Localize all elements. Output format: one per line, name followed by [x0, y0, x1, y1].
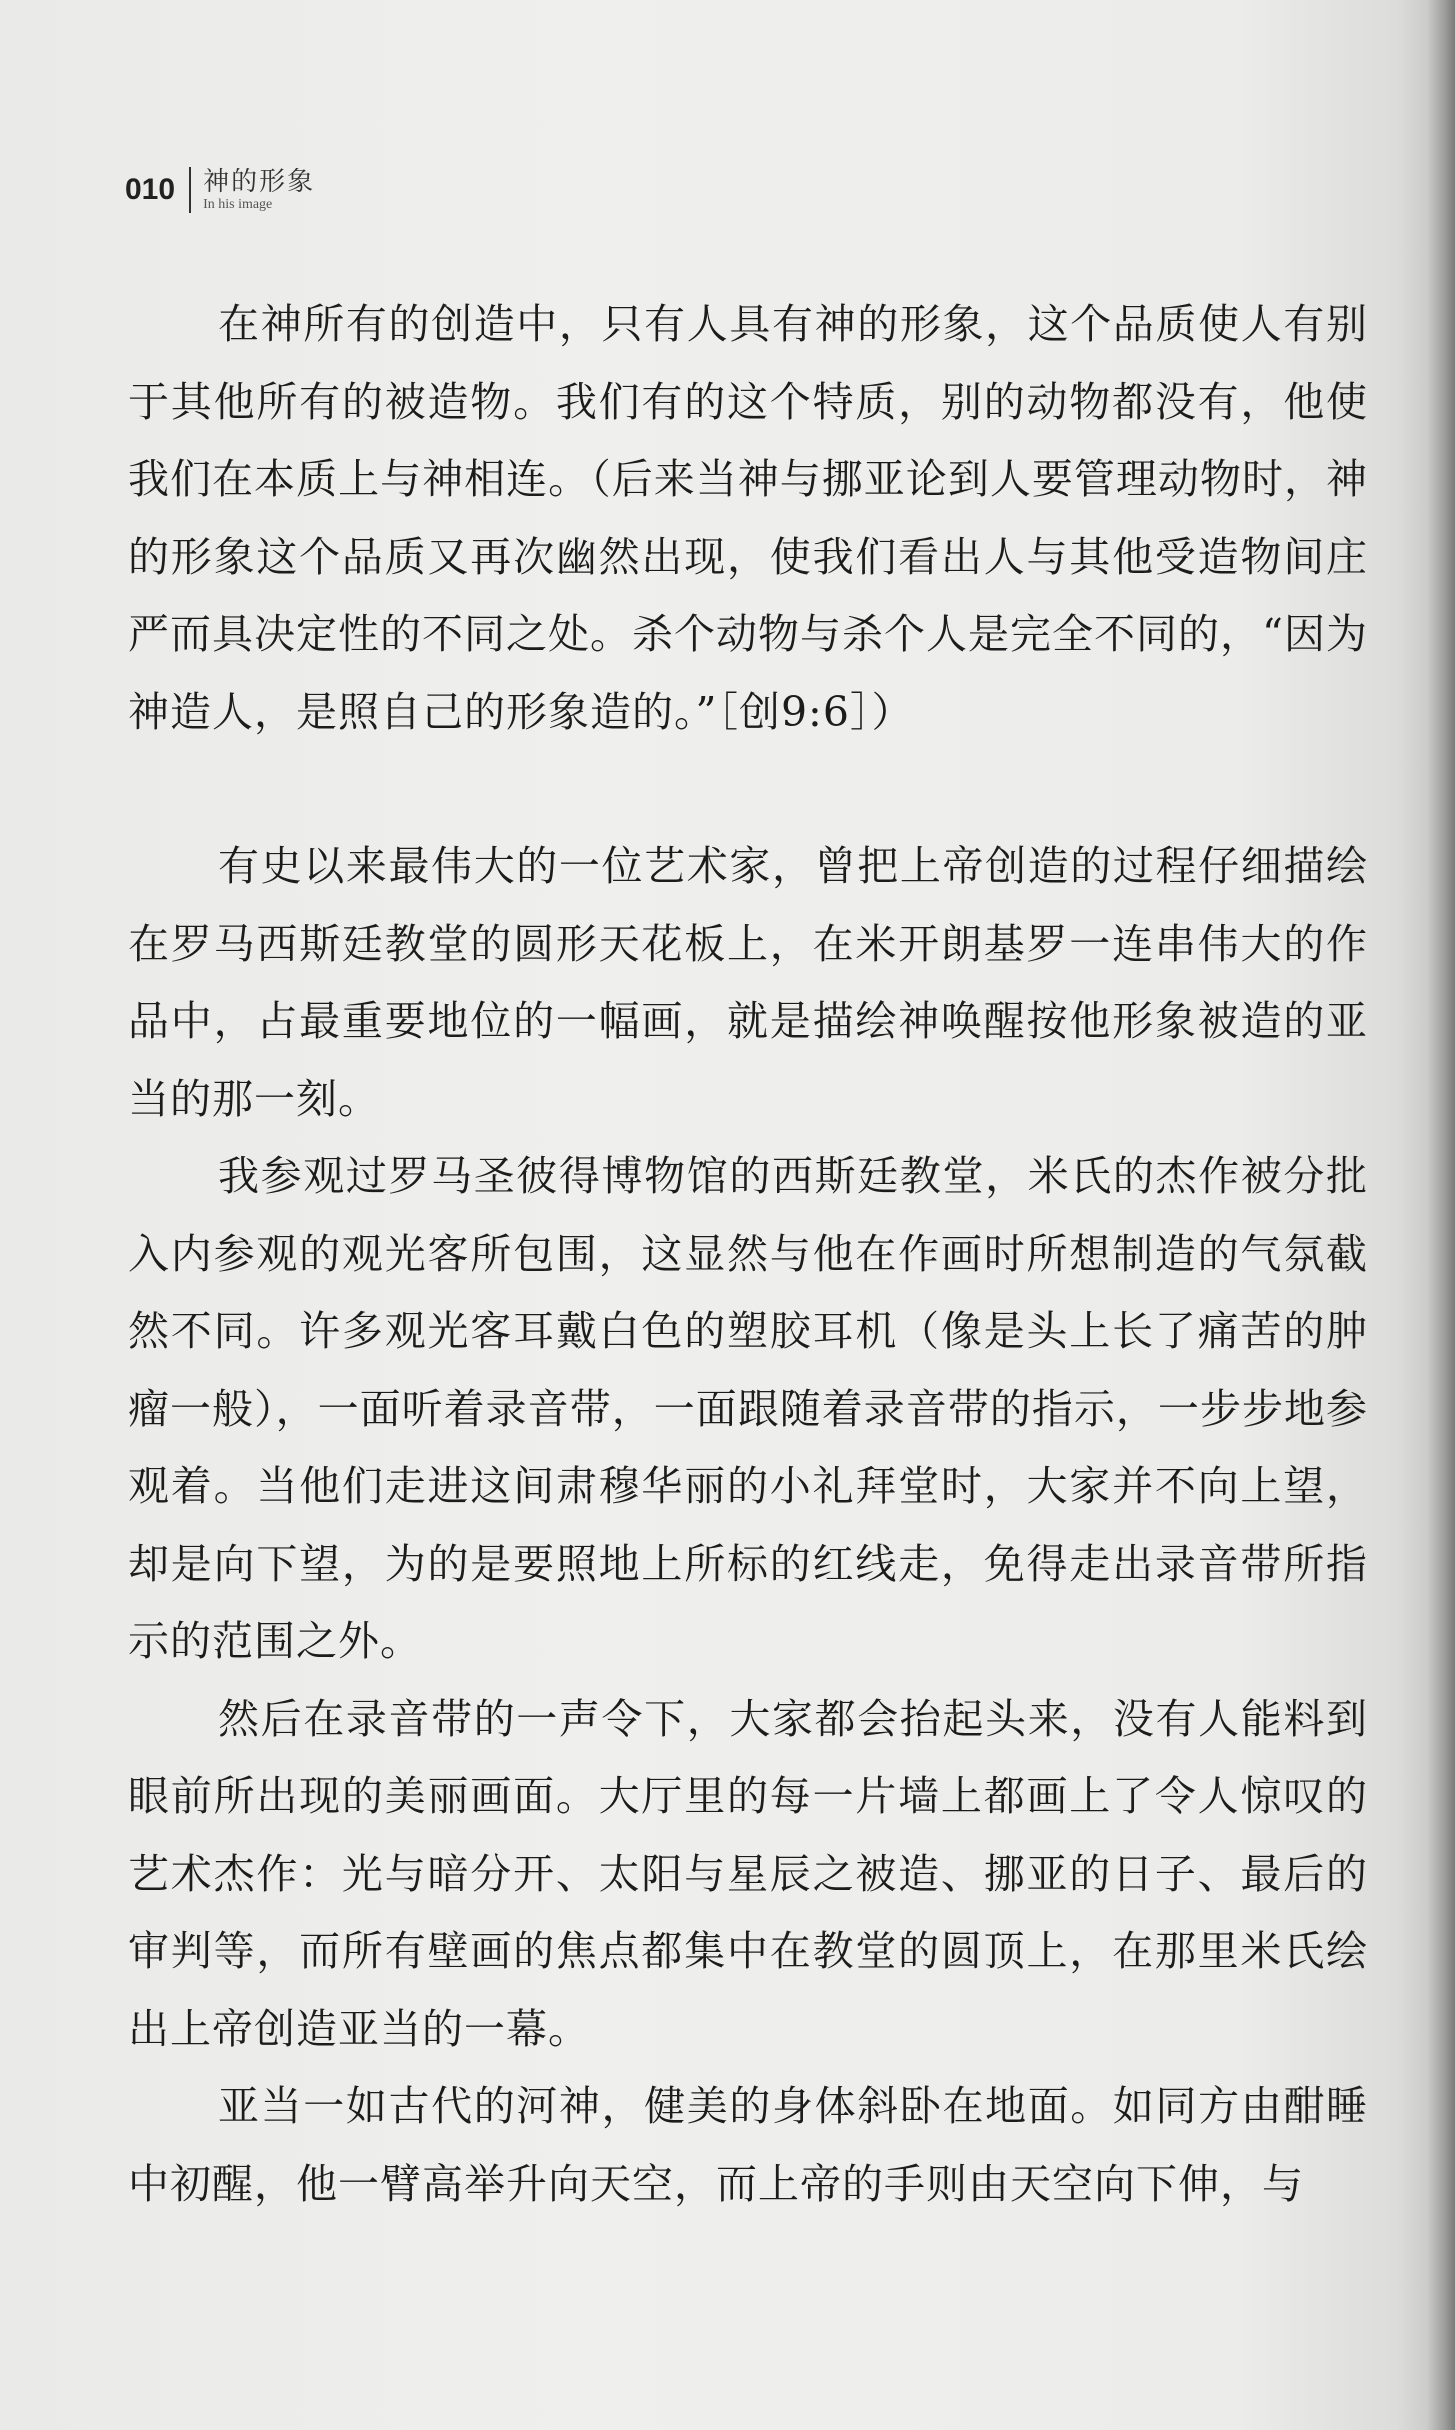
- paragraph-5: 亚当一如古代的河神，健美的身体斜卧在地面。如同方由酣睡中初醒，他一臂高举升向天空，而上帝的手则由天空向下伸，与: [128, 2082, 1368, 2208]
- header-title-chinese: 神的形象: [203, 166, 316, 197]
- page-number: 010: [125, 173, 176, 206]
- paragraph-1: 在神所有的创造中，只有人具有神的形象，这个品质使人有别于其他所有的被造物。我们有的这个特质，别的动物都没有，他使我们在本质上与神相连。（后来当神与挪亚论到人要管理动物时，神的形象这个品质又再次幽然出现，使我们看出人与其他受造物间庄严而具决定性的不同之处。杀个动物与杀个人是完全不同的，“因为神造人，是照自己的形象造的。”［创9:6］）: [128, 300, 1368, 736]
- paragraph-3: 我参观过罗马圣彼得博物馆的西斯廷教堂，米氏的杰作被分批入内参观的观光客所包围，这显然与他在作画时所想制造的气氛截然不同。许多观光客耳戴白色的塑胶耳机（像是头上长了痛苦的肿瘤一般），一面听着录音带，一面跟随着录音带的指示，一步步地参观着。当他们走进这间肃穆华丽的小礼拜堂时，大家并不向上望，却是向下望，为的是要照地上所标的红线走，免得走出录音带所指示的范围之外。: [128, 1152, 1368, 1665]
- paragraph-2: 有史以来最伟大的一位艺术家，曾把上帝创造的过程仔细描绘在罗马西斯廷教堂的圆形天花板上，在米开朗基罗一连串伟大的作品中，占最重要地位的一幅画，就是描绘神唤醒按他形象被造的亚当的那一刻。: [128, 842, 1368, 1123]
- body-text: [128, 286, 1368, 2223]
- header-titles: [203, 166, 316, 212]
- spine-shadow: [1427, 0, 1455, 2430]
- header-title-english: In his image: [203, 196, 273, 212]
- paragraph-4: 然后在录音带的一声令下，大家都会抬起头来，没有人能料到眼前所出现的美丽画面。大厅里的每一片墙上都画上了令人惊叹的艺术杰作：光与暗分开、太阳与星辰之被造、挪亚的日子、最后的审判等，而所有壁画的焦点都集中在教堂的圆顶上，在那里米氏绘出上帝创造亚当的一幕。: [128, 1694, 1368, 2053]
- running-header: [125, 160, 315, 220]
- header-divider: [189, 167, 191, 213]
